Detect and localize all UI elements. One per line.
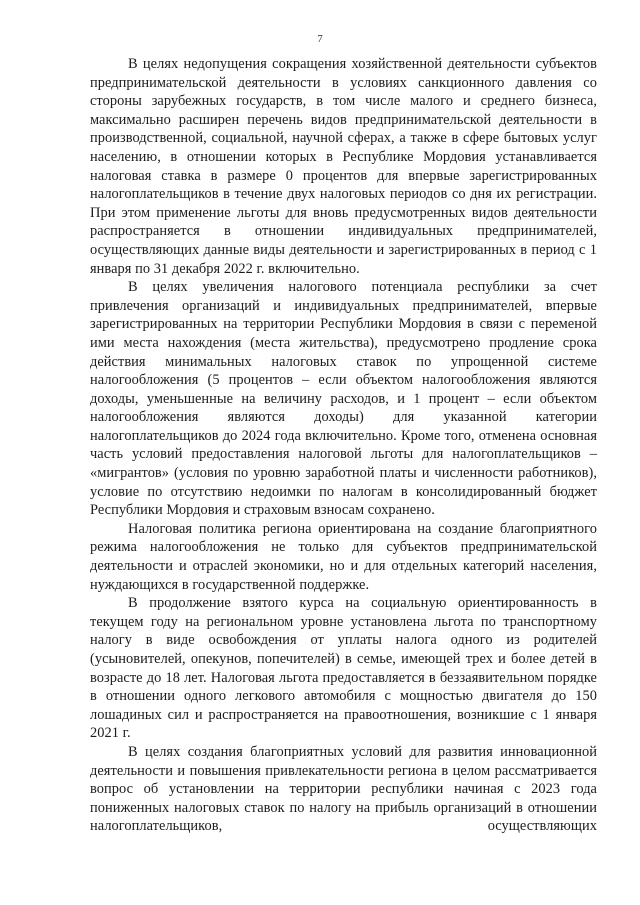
paragraph-innovation-profit-tax: В целях создания благоприятных условий для развития инновационной деятельности и повышения привлекательности региона в целом рассматривается вопрос об установлении на территории республики начиная с 2023 года пониженных налоговых ставок по налогу на прибыль организаций в отношении налогоплательщиков, осуществляющих	[90, 743, 597, 835]
paragraph-transport-tax-benefit: В продолжение взятого курса на социальную ориентированность в текущем году на региональном уровне установлена льгота по транспортному налогу в виде освобождения от уплаты налога одного из родителей (усыновителей, опекунов, попечителей) в семье, имеющей трех и более детей в возрасте до 18 лет. Налоговая льгота предоставляется в беззаявительном порядке в отношении одного легкового автомобиля с мощностью двигателя до 150 лошадиных сил и распространяется на правоотношения, возникшие с 1 января 2021 г.	[90, 595, 597, 742]
document-body	[90, 55, 597, 836]
paragraph-simplified-tax-rates: В целях увеличения налогового потенциала республики за счет привлечения организаций и индивидуальных предпринимателей, впервые зарегистрированных на территории Республики Мордовия в связи с переменой ими места нахождения (места жительства), предусмотрено продление срока действия минимальных налоговых ставок по упрощенной системе налогообложения (5 процентов – если объектом налогообложения являются доходы, уменьшенные на величину расходов, и 1 процент – если объектом налогообложения являются доходы) для указанной категории налогоплательщиков до 2024 года включительно. Кроме того, отменена основная часть условий предоставления налоговой льготы для налогоплательщиков – «мигрантов» (условия по уровню заработной платы и численности работников), условие по отсутствию недоимки по налогам в консолидированный бюджет Республики Мордовия и страховым взносам сохранено.	[90, 279, 597, 519]
paragraph-tax-policy: Налоговая политика региона ориентирована на создание благоприятного режима налогообложения не только для субъектов предпринимательской деятельности и отраслей экономики, но и для отдельных категорий населения, нуждающихся в государственной поддержке.	[90, 520, 597, 593]
page-number: 7	[317, 33, 323, 45]
paragraph-sanctions-zero-rate: В целях недопущения сокращения хозяйственной деятельности субъектов предпринимательской деятельности в условиях санкционного давления со стороны зарубежных государств, в том числе малого и среднего бизнеса, максимально расширен перечень видов предпринимательской деятельности в производственной, социальной, научной сферах, а также в сфере бытовых услуг населению, в отношении которых в Республике Мордовия устанавливается налоговая ставка в размере 0 процентов для впервые зарегистрированных налогоплательщиков в течение двух налоговых периодов со дня их регистрации. При этом применение льготы для вновь предусмотренных видов деятельности распространяется в отношении индивидуальных предпринимателей, осуществляющих данные виды деятельности и зарегистрированных в период с 1 января по 31 декабря 2022 г. включительно.	[90, 56, 597, 277]
